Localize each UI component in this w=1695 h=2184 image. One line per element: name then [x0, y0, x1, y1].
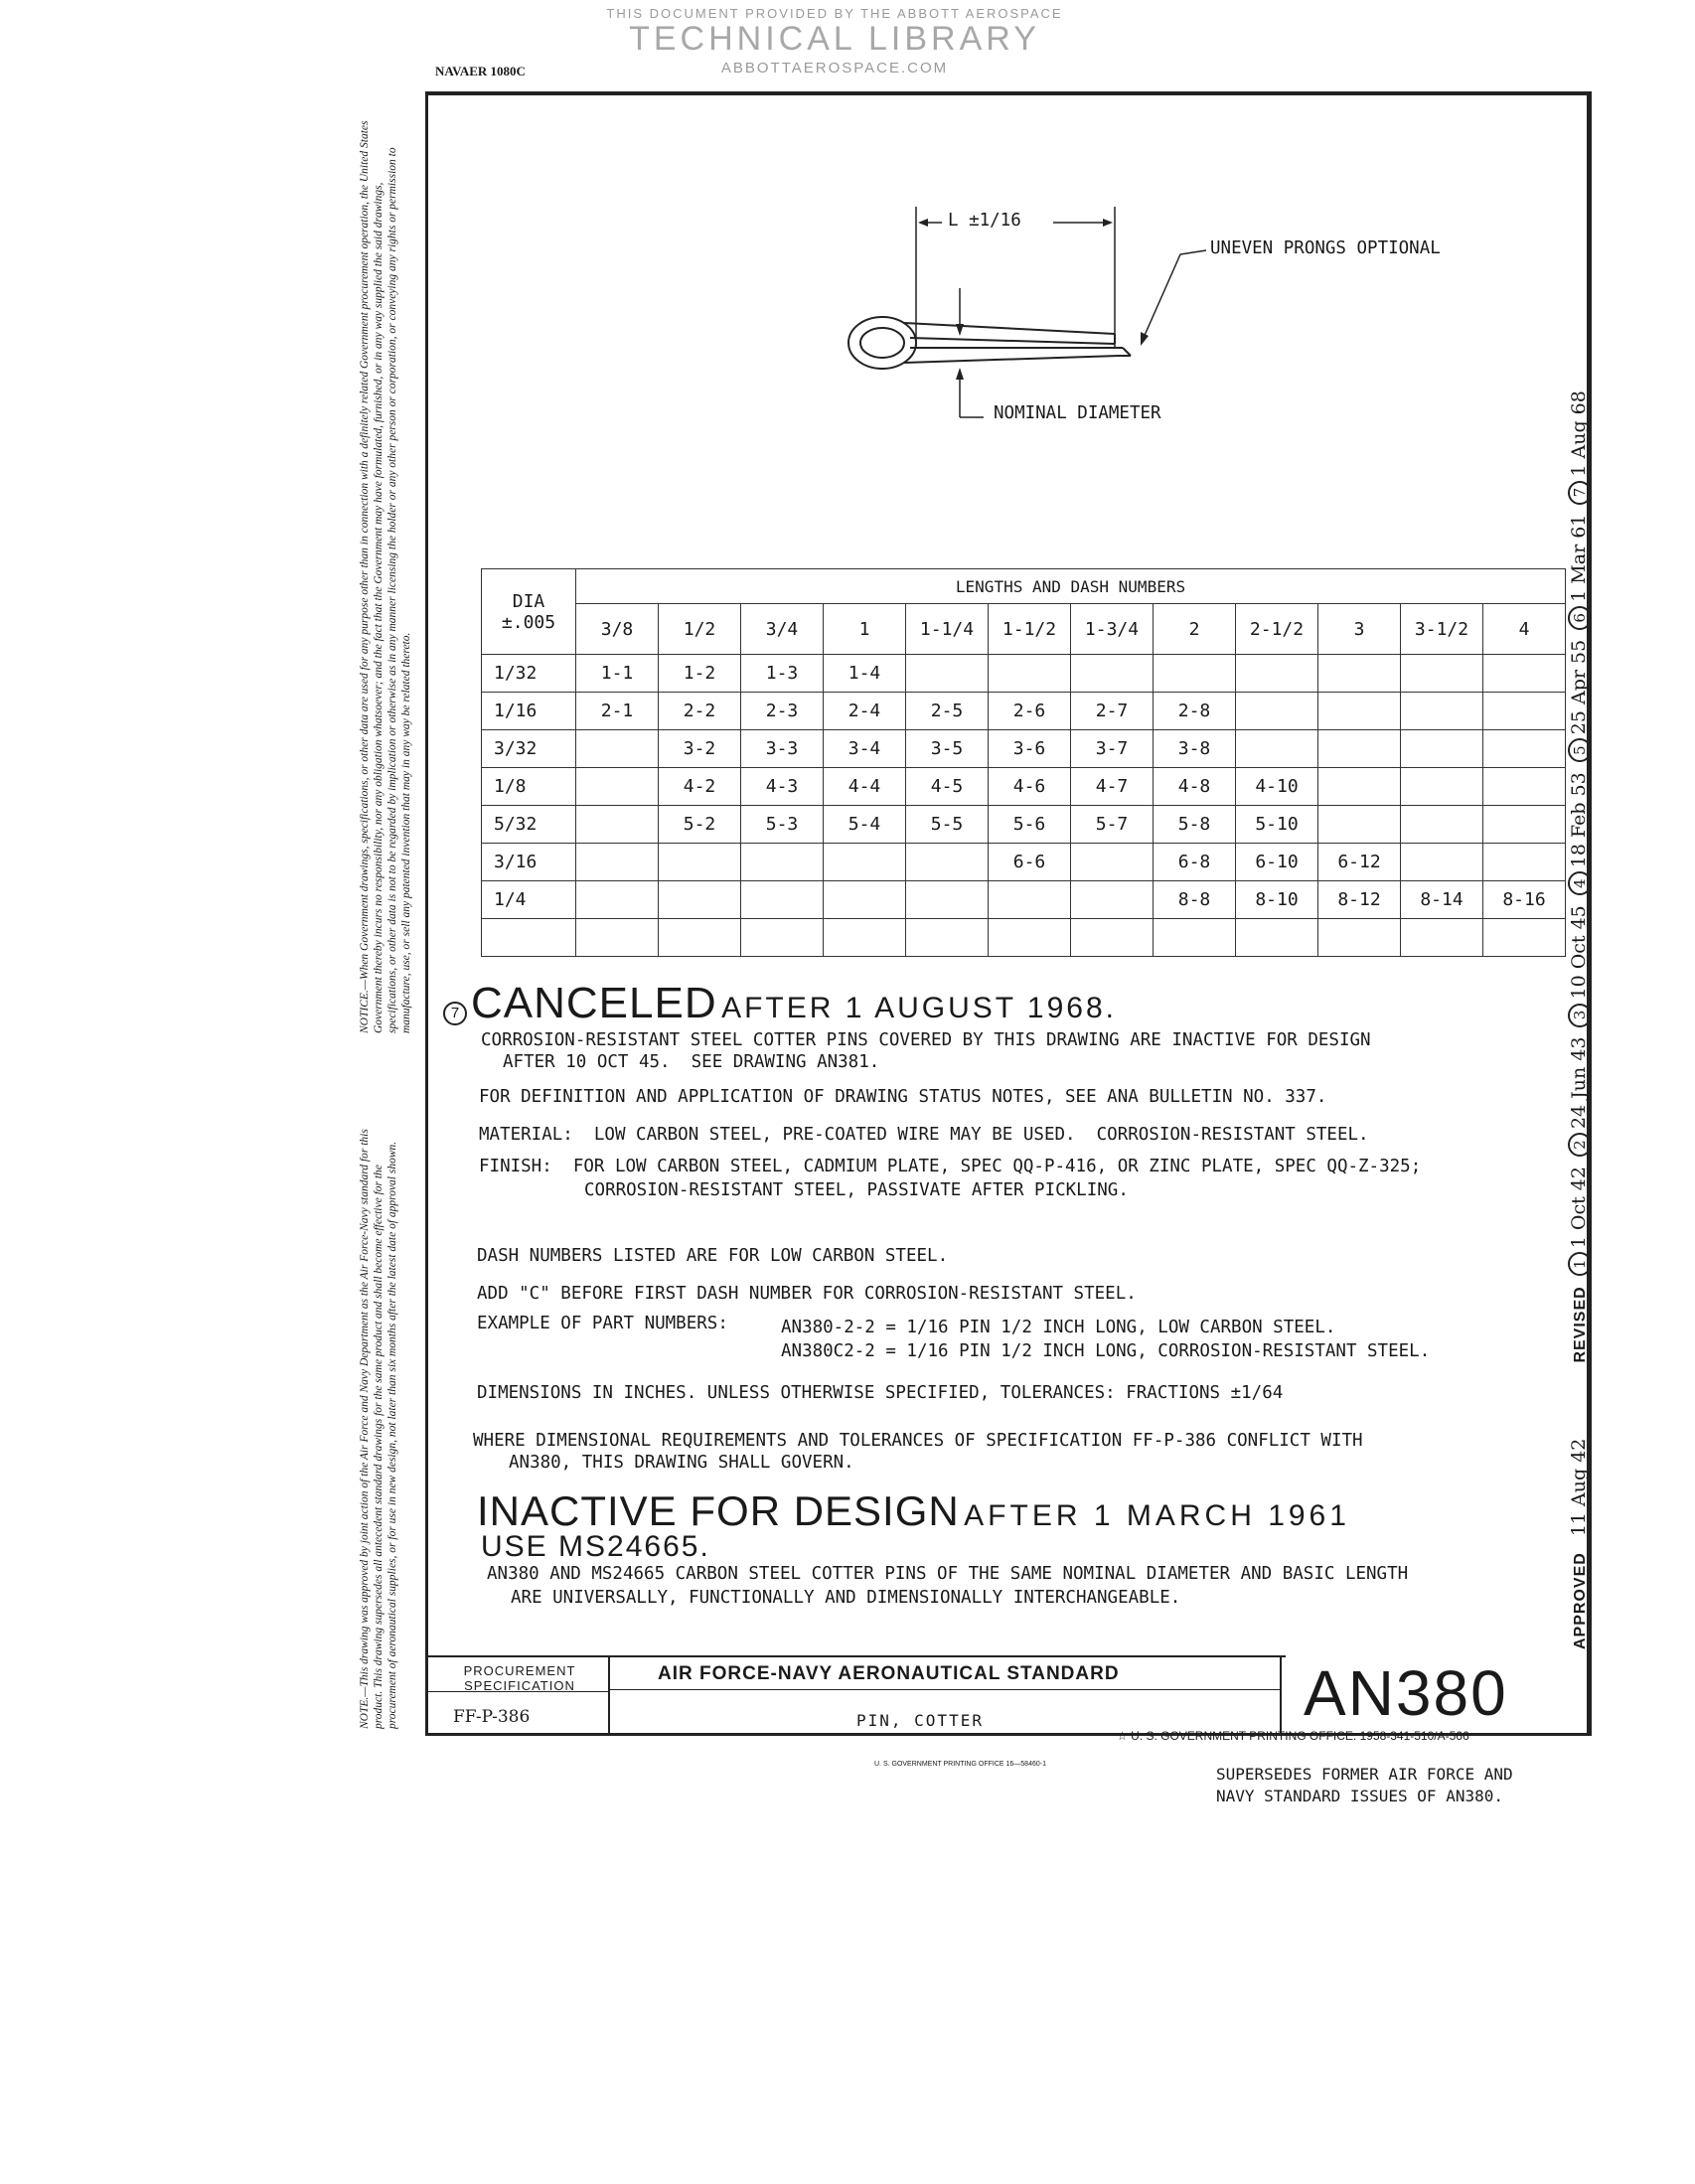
interchange-note-line-2: ARE UNIVERSALLY, FUNCTIONALLY AND DIMENSIONALLY INTERCHANGEABLE.: [511, 1588, 1181, 1608]
revision-date: 1 Mar 61: [1568, 514, 1590, 602]
dash-number-cell: 6-6: [989, 844, 1071, 881]
dia-header: [482, 569, 576, 655]
dash-number-cell: 2-5: [906, 693, 989, 730]
lengths-group-header: LENGTHS AND DASH NUMBERS: [576, 569, 1566, 604]
dash-number-cell: 6-10: [1236, 844, 1318, 881]
dash-number-cell: 5-6: [989, 806, 1071, 844]
example-part-2: AN380C2-2 = 1/16 PIN 1/2 INCH LONG, CORROSION-RESISTANT STEEL.: [781, 1341, 1431, 1361]
revision-number-mark: 1: [1568, 1252, 1592, 1276]
dash-number-cell: [1401, 919, 1483, 957]
dash-number-cell: [1483, 844, 1566, 881]
dash-number-cell: 5-3: [741, 806, 824, 844]
dash-number-cell: 8-14: [1401, 881, 1483, 919]
dash-number-cell: 2-4: [824, 693, 906, 730]
dash-number-cell: [906, 881, 989, 919]
dash-number-cell: [1401, 655, 1483, 693]
length-header: 4: [1483, 604, 1566, 655]
dash-number-cell: [1401, 806, 1483, 844]
dash-number-cell: [1318, 655, 1401, 693]
dash-number-cell: 5-5: [906, 806, 989, 844]
inactive-after: AFTER 1 MARCH 1961: [964, 1499, 1350, 1532]
dash-number-cell: [1236, 919, 1318, 957]
length-header: 1/2: [659, 604, 741, 655]
dash-number-cell: 8-12: [1318, 881, 1401, 919]
dash-number-cell: [1401, 768, 1483, 806]
part-number: AN380: [1304, 1657, 1508, 1729]
dash-number-cell: 2-7: [1071, 693, 1154, 730]
dash-number-cell: [906, 844, 989, 881]
approval-note-text: NOTE.—This drawing was approved by joint action of the Air Force and Navy Department as the Air Force-Navy standard for this product. This drawing supersedes all antecedent standard drawings for the same product and shall become effective for the procurement of aeronautical supplies, or for use in new design, not later than six months after the latest date of approval shown.: [359, 1129, 398, 1729]
dash-number-cell: [659, 844, 741, 881]
dia-cell: 3/32: [482, 730, 576, 768]
dash-number-cell: 6-12: [1318, 844, 1401, 881]
governing-note-line-1: WHERE DIMENSIONAL REQUIREMENTS AND TOLERANCES OF SPECIFICATION FF-P-386 CONFLICT WITH: [473, 1431, 1363, 1451]
table-row: [482, 919, 1566, 957]
length-dimension-label: L ±1/16: [948, 211, 1021, 231]
dash-number-cell: [1236, 655, 1318, 693]
dash-number-cell: 5-4: [824, 806, 906, 844]
dash-number-cell: 1-2: [659, 655, 741, 693]
dia-cell: 1/8: [482, 768, 576, 806]
procurement-label: [437, 1663, 602, 1693]
length-header: 3-1/2: [1401, 604, 1483, 655]
revision-date: 1 Oct 42: [1568, 1167, 1590, 1249]
printing-office: [1117, 1729, 1469, 1743]
dash-number-cell: [1483, 655, 1566, 693]
cotter-pin-drawing: [825, 199, 1500, 437]
dimensions-note: DIMENSIONS IN INCHES. UNLESS OTHERWISE SPECIFIED, TOLERANCES: FRACTIONS ±1/64: [477, 1383, 1284, 1403]
canceled-notice: [439, 979, 1117, 1028]
dash-number-cell: 4-5: [906, 768, 989, 806]
dash-number-cell: 2-3: [741, 693, 824, 730]
revision-date: 18 Feb 53: [1568, 772, 1590, 868]
length-header: 3/4: [741, 604, 824, 655]
dash-number-table: [481, 568, 1566, 957]
dash-number-cell: [576, 768, 659, 806]
dash-number-cell: 2-6: [989, 693, 1071, 730]
revision-7-mark: 7: [443, 1002, 467, 1025]
dia-cell: 5/32: [482, 806, 576, 844]
length-header: 3/8: [576, 604, 659, 655]
revision-date: 24 Jun 43: [1568, 1036, 1590, 1130]
dash-number-cell: 5-10: [1236, 806, 1318, 844]
length-header: 1-1/4: [906, 604, 989, 655]
part-title: PIN, COTTER: [856, 1711, 984, 1730]
length-header: 2: [1154, 604, 1236, 655]
dash-number-cell: [1236, 693, 1318, 730]
dia-header-label: DIA: [512, 590, 545, 612]
dash-number-cell: [1401, 693, 1483, 730]
dash-number-cell: 4-3: [741, 768, 824, 806]
dash-number-cell: 3-2: [659, 730, 741, 768]
dash-number-cell: 8-10: [1236, 881, 1318, 919]
dash-listed-note: DASH NUMBERS LISTED ARE FOR LOW CARBON STEEL.: [477, 1246, 949, 1266]
material-note: MATERIAL: LOW CARBON STEEL, PRE-COATED WIRE MAY BE USED. CORROSION-RESISTANT STEEL.: [479, 1125, 1369, 1145]
dash-number-cell: [1071, 655, 1154, 693]
dash-number-cell: [1401, 730, 1483, 768]
dash-number-cell: 8-16: [1483, 881, 1566, 919]
dash-number-cell: [576, 844, 659, 881]
star-icon: ☆: [1117, 1729, 1128, 1743]
inactive-notice: [477, 1487, 1350, 1535]
dash-number-cell: [1071, 881, 1154, 919]
navaer-number: NAVAER 1080C: [435, 64, 526, 78]
title-block-top-line: [425, 1655, 1286, 1657]
dash-number-cell: 1-1: [576, 655, 659, 693]
dash-number-cell: 2-2: [659, 693, 741, 730]
dash-number-cell: 3-4: [824, 730, 906, 768]
dash-number-cell: [989, 881, 1071, 919]
library-provided-by: THIS DOCUMENT PROVIDED BY THE ABBOTT AEROSPACE: [606, 6, 1063, 21]
supersedes-line-2: NAVY STANDARD ISSUES OF AN380.: [1216, 1787, 1503, 1805]
dash-number-cell: [1318, 693, 1401, 730]
title-block-divider-1: [608, 1655, 610, 1735]
dash-number-cell: [659, 919, 741, 957]
dia-cell: 3/16: [482, 844, 576, 881]
standard-title: AIR FORCE-NAVY AERONAUTICAL STANDARD: [658, 1663, 1120, 1684]
dash-number-cell: [741, 881, 824, 919]
dash-number-cell: [576, 806, 659, 844]
dash-number-cell: 5-2: [659, 806, 741, 844]
canceled-after: AFTER 1 AUGUST 1968.: [721, 992, 1117, 1024]
finish-note-line-2: CORROSION-RESISTANT STEEL, PASSIVATE AFTER PICKLING.: [584, 1180, 1129, 1200]
revision-number-mark: 6: [1568, 606, 1592, 630]
dash-number-cell: [1318, 730, 1401, 768]
dash-number-cell: [741, 919, 824, 957]
revision-number-mark: 5: [1568, 738, 1592, 762]
inactive-word: INACTIVE FOR DESIGN: [477, 1487, 960, 1534]
dash-number-cell: 1-3: [741, 655, 824, 693]
governing-note-line-2: AN380, THIS DRAWING SHALL GOVERN.: [509, 1453, 854, 1473]
standard-underline: [608, 1689, 1280, 1690]
dash-number-cell: [1483, 806, 1566, 844]
dash-number-cell: [906, 919, 989, 957]
dash-number-cell: [576, 730, 659, 768]
revision-history: [1568, 385, 1592, 1649]
dia-cell: 1/16: [482, 693, 576, 730]
dash-number-cell: 2-8: [1154, 693, 1236, 730]
procurement-label-1: PROCUREMENT: [463, 1663, 576, 1678]
printing-office-text: U. S. GOVERNMENT PRINTING OFFICE: 1958-341-510/A-566: [1131, 1729, 1469, 1743]
notice-text: NOTICE.—When Government drawings, specifications, or other data are used for any purpose other than in connection with a definitely related Government procurement operation, the United States Government thereby incurs no responsibility, nor any obligation whatsoever; and the fact that the Government may have formulated, furnished, or in any way supplied the said drawings, specifications, or other data is not to be regarded by implication or otherwise as in any manner licensing the holder or any other person or corporation, or conveying any rights or permission to manufacture, use, or sell any patented invention that may in any way be related thereto.: [359, 120, 412, 1033]
dash-number-cell: [1318, 768, 1401, 806]
dash-number-cell: [741, 844, 824, 881]
dash-number-cell: [1154, 655, 1236, 693]
dash-number-cell: 3-7: [1071, 730, 1154, 768]
table-row: [482, 768, 1566, 806]
dash-number-cell: 1-4: [824, 655, 906, 693]
interchange-note-line-1: AN380 AND MS24665 CARBON STEEL COTTER PINS OF THE SAME NOMINAL DIAMETER AND BASIC LENGTH: [487, 1564, 1409, 1584]
dash-number-cell: [1071, 919, 1154, 957]
table-row: [482, 693, 1566, 730]
dash-number-cell: [989, 655, 1071, 693]
dash-number-cell: [1318, 806, 1401, 844]
dia-cell: [482, 919, 576, 957]
example-label: EXAMPLE OF PART NUMBERS:: [477, 1314, 728, 1333]
definition-note: FOR DEFINITION AND APPLICATION OF DRAWING STATUS NOTES, SEE ANA BULLETIN NO. 337.: [479, 1087, 1327, 1107]
dash-number-cell: 4-6: [989, 768, 1071, 806]
canceled-word: CANCELED: [471, 979, 717, 1027]
supersedes-line-1: SUPERSEDES FORMER AIR FORCE AND: [1216, 1765, 1513, 1784]
dash-number-cell: [1318, 919, 1401, 957]
table-row: [482, 655, 1566, 693]
dash-number-cell: 5-8: [1154, 806, 1236, 844]
dash-number-cell: 3-5: [906, 730, 989, 768]
use-ms-note: USE MS24665.: [481, 1530, 710, 1563]
revision-date: 1 Aug 68: [1568, 390, 1590, 477]
dash-number-cell: [576, 919, 659, 957]
table-row: [482, 806, 1566, 844]
dash-number-cell: [576, 881, 659, 919]
prongs-label: UNEVEN PRONGS OPTIONAL: [1210, 238, 1441, 258]
library-title: TECHNICAL LIBRARY: [629, 20, 1040, 58]
revision-number-mark: 7: [1568, 481, 1592, 505]
table-row: [482, 844, 1566, 881]
example-part-1: AN380-2-2 = 1/16 PIN 1/2 INCH LONG, LOW CARBON STEEL.: [781, 1318, 1336, 1337]
dash-number-cell: 3-8: [1154, 730, 1236, 768]
length-header: 1: [824, 604, 906, 655]
dash-number-cell: 3-6: [989, 730, 1071, 768]
length-header: 2-1/2: [1236, 604, 1318, 655]
revision-number-mark: 2: [1568, 1133, 1592, 1157]
dia-cell: 1/32: [482, 655, 576, 693]
crs-note-line-1: CORROSION-RESISTANT STEEL COTTER PINS COVERED BY THIS DRAWING ARE INACTIVE FOR DESIGN: [481, 1030, 1371, 1050]
dash-number-cell: 4-2: [659, 768, 741, 806]
dash-number-cell: [1071, 844, 1154, 881]
dash-number-cell: 2-1: [576, 693, 659, 730]
library-url[interactable]: ABBOTTAEROSPACE.COM: [720, 60, 949, 77]
table-row: [482, 881, 1566, 919]
dash-number-cell: 4-10: [1236, 768, 1318, 806]
dash-number-cell: 6-8: [1154, 844, 1236, 881]
revised-label: REVISED: [1572, 1286, 1589, 1363]
dia-tolerance-label: ±.005: [501, 611, 556, 633]
diameter-label: NOMINAL DIAMETER: [994, 403, 1161, 423]
dash-number-cell: 5-7: [1071, 806, 1154, 844]
dash-number-cell: 4-4: [824, 768, 906, 806]
procurement-label-2: SPECIFICATION: [464, 1678, 575, 1693]
dash-number-cell: 4-7: [1071, 768, 1154, 806]
dash-number-cell: [1483, 693, 1566, 730]
printing-office-small: U. S. GOVERNMENT PRINTING OFFICE 16—58460-1: [874, 1761, 1046, 1768]
dash-number-cell: [1483, 768, 1566, 806]
revision-number-mark: 4: [1568, 871, 1592, 895]
dash-number-cell: [1154, 919, 1236, 957]
revision-date: 10 Oct 45: [1568, 905, 1590, 1000]
dash-number-cell: [1483, 919, 1566, 957]
dash-number-cell: [659, 881, 741, 919]
dash-number-cell: 4-8: [1154, 768, 1236, 806]
revision-number-mark: 3: [1568, 1004, 1592, 1027]
dash-number-cell: [1483, 730, 1566, 768]
dash-number-cell: [906, 655, 989, 693]
add-c-note: ADD "C" BEFORE FIRST DASH NUMBER FOR CORROSION-RESISTANT STEEL.: [477, 1284, 1137, 1304]
table-row: [482, 730, 1566, 768]
revision-entries: [1568, 385, 1590, 1280]
finish-note-line-1: FINISH: FOR LOW CARBON STEEL, CADMIUM PLATE, SPEC QQ-P-416, OR ZINC PLATE, SPEC QQ-Z-325;: [479, 1157, 1422, 1176]
approved-date: 11 Aug 42: [1568, 1438, 1590, 1537]
length-header: 1-1/2: [989, 604, 1071, 655]
dash-number-cell: [824, 881, 906, 919]
procurement-spec-value: FF-P-386: [453, 1707, 531, 1727]
length-header: 1-3/4: [1071, 604, 1154, 655]
dash-number-cell: 3-3: [741, 730, 824, 768]
crs-note-line-2: AFTER 10 OCT 45. SEE DRAWING AN381.: [503, 1052, 880, 1072]
approved-label: APPROVED: [1572, 1552, 1589, 1649]
revision-date: 25 Apr 55: [1568, 639, 1590, 735]
dash-number-cell: [824, 844, 906, 881]
dash-number-cell: [1401, 844, 1483, 881]
dash-number-cell: [1236, 730, 1318, 768]
length-header: 3: [1318, 604, 1401, 655]
dash-number-cell: [989, 919, 1071, 957]
dash-number-cell: [824, 919, 906, 957]
title-block-divider-2: [1280, 1655, 1282, 1735]
dia-cell: 1/4: [482, 881, 576, 919]
dash-number-cell: 8-8: [1154, 881, 1236, 919]
